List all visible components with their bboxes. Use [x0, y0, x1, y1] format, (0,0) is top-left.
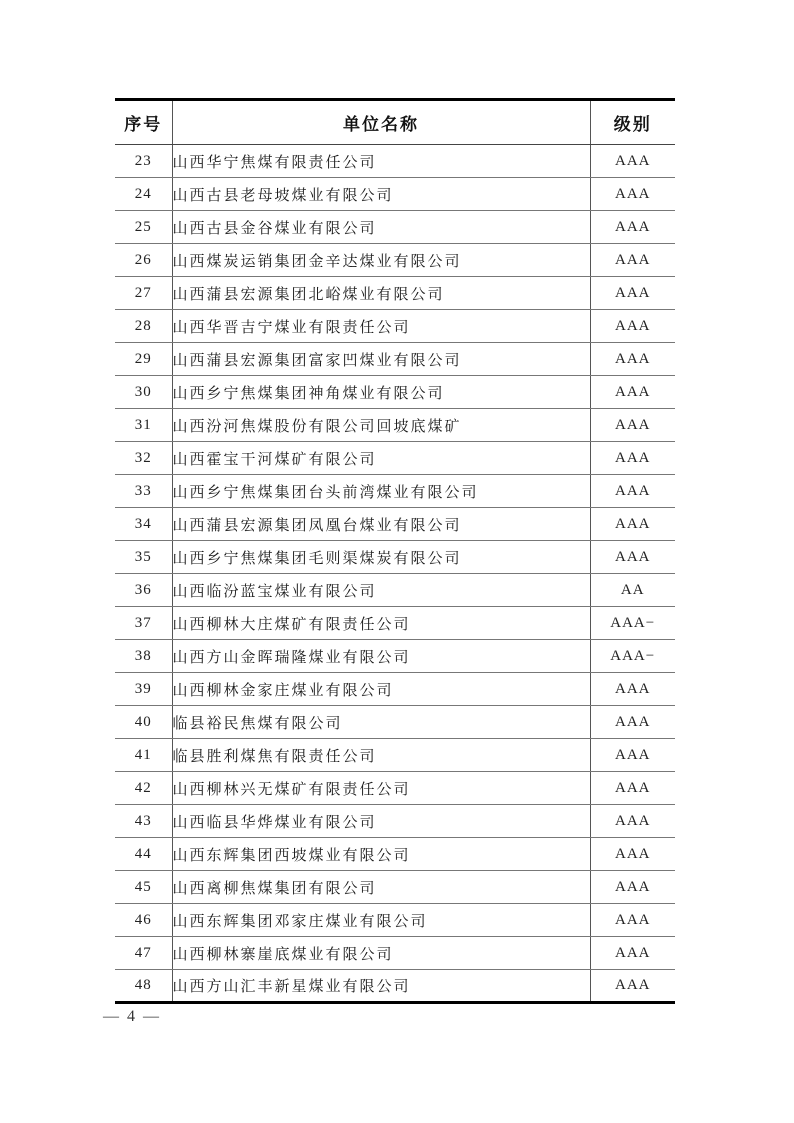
grade-cell: AAA: [590, 838, 675, 871]
grade-cell: AA: [590, 574, 675, 607]
serial-cell: 37: [115, 607, 172, 640]
col-header-company-name: 单位名称: [172, 100, 590, 145]
table-row: [115, 970, 675, 1003]
grade-cell: AAA: [590, 244, 675, 277]
grade-cell: AAA: [590, 970, 675, 1003]
grade-cell: AAA: [590, 541, 675, 574]
serial-cell: 25: [115, 211, 172, 244]
table-body: [115, 145, 675, 1003]
table-row: [115, 805, 675, 838]
table-row: [115, 838, 675, 871]
company-name-cell: 山西蒲县宏源集团北峪煤业有限公司: [172, 277, 590, 310]
coal-company-rating-table: [115, 98, 675, 1004]
table-row: [115, 310, 675, 343]
serial-cell: 24: [115, 178, 172, 211]
company-name-cell: 山西汾河焦煤股份有限公司回坡底煤矿: [172, 409, 590, 442]
company-name-cell: 山西东辉集团西坡煤业有限公司: [172, 838, 590, 871]
grade-cell: AAA−: [590, 607, 675, 640]
table-row: [115, 475, 675, 508]
company-name-cell: 山西煤炭运销集团金辛达煤业有限公司: [172, 244, 590, 277]
company-name-cell: 山西乡宁焦煤集团毛则渠煤炭有限公司: [172, 541, 590, 574]
table-row: [115, 376, 675, 409]
serial-cell: 40: [115, 706, 172, 739]
table-row: [115, 409, 675, 442]
serial-cell: 31: [115, 409, 172, 442]
table-row: [115, 904, 675, 937]
serial-cell: 48: [115, 970, 172, 1003]
grade-cell: AAA: [590, 277, 675, 310]
table-row: [115, 442, 675, 475]
company-name-cell: 临县胜利煤焦有限责任公司: [172, 739, 590, 772]
table-header-row: [115, 100, 675, 145]
table-row: [115, 706, 675, 739]
table-row: [115, 772, 675, 805]
serial-cell: 32: [115, 442, 172, 475]
serial-cell: 42: [115, 772, 172, 805]
serial-cell: 47: [115, 937, 172, 970]
table-row: [115, 508, 675, 541]
table-row: [115, 178, 675, 211]
company-name-cell: 山西古县老母坡煤业有限公司: [172, 178, 590, 211]
grade-cell: AAA: [590, 706, 675, 739]
serial-cell: 38: [115, 640, 172, 673]
grade-cell: AAA: [590, 310, 675, 343]
table-row: [115, 343, 675, 376]
table-row: [115, 673, 675, 706]
serial-cell: 45: [115, 871, 172, 904]
table-row: [115, 640, 675, 673]
serial-cell: 30: [115, 376, 172, 409]
company-name-cell: 山西乡宁焦煤集团神角煤业有限公司: [172, 376, 590, 409]
table-row: [115, 145, 675, 178]
page-number: — 4 —: [103, 1008, 161, 1025]
table-row: [115, 607, 675, 640]
company-name-cell: 临县裕民焦煤有限公司: [172, 706, 590, 739]
company-name-cell: 山西柳林大庄煤矿有限责任公司: [172, 607, 590, 640]
serial-cell: 29: [115, 343, 172, 376]
company-name-cell: 山西华宁焦煤有限责任公司: [172, 145, 590, 178]
serial-cell: 27: [115, 277, 172, 310]
table-row: [115, 277, 675, 310]
company-name-cell: 山西乡宁焦煤集团台头前湾煤业有限公司: [172, 475, 590, 508]
grade-cell: AAA: [590, 904, 675, 937]
grade-cell: AAA: [590, 376, 675, 409]
company-name-cell: 山西临汾蓝宝煤业有限公司: [172, 574, 590, 607]
serial-cell: 33: [115, 475, 172, 508]
company-name-cell: 山西东辉集团邓家庄煤业有限公司: [172, 904, 590, 937]
company-name-cell: 山西华晋吉宁煤业有限责任公司: [172, 310, 590, 343]
table-row: [115, 937, 675, 970]
serial-cell: 26: [115, 244, 172, 277]
serial-cell: 41: [115, 739, 172, 772]
grade-cell: AAA: [590, 772, 675, 805]
serial-cell: 44: [115, 838, 172, 871]
serial-cell: 23: [115, 145, 172, 178]
grade-cell: AAA: [590, 508, 675, 541]
company-name-cell: 山西方山汇丰新星煤业有限公司: [172, 970, 590, 1003]
grade-cell: AAA−: [590, 640, 675, 673]
serial-cell: 43: [115, 805, 172, 838]
serial-cell: 46: [115, 904, 172, 937]
company-name-cell: 山西古县金谷煤业有限公司: [172, 211, 590, 244]
grade-cell: AAA: [590, 343, 675, 376]
grade-cell: AAA: [590, 211, 675, 244]
serial-cell: 39: [115, 673, 172, 706]
grade-cell: AAA: [590, 409, 675, 442]
table-row: [115, 541, 675, 574]
grade-cell: AAA: [590, 937, 675, 970]
company-name-cell: 山西临县华烨煤业有限公司: [172, 805, 590, 838]
company-name-cell: 山西方山金晖瑞隆煤业有限公司: [172, 640, 590, 673]
grade-cell: AAA: [590, 475, 675, 508]
table-row: [115, 211, 675, 244]
serial-cell: 34: [115, 508, 172, 541]
company-name-cell: 山西柳林金家庄煤业有限公司: [172, 673, 590, 706]
grade-cell: AAA: [590, 739, 675, 772]
table-row: [115, 739, 675, 772]
serial-cell: 35: [115, 541, 172, 574]
grade-cell: AAA: [590, 673, 675, 706]
col-header-grade: 级别: [590, 100, 675, 145]
table-row: [115, 871, 675, 904]
company-name-cell: 山西蒲县宏源集团富家凹煤业有限公司: [172, 343, 590, 376]
company-name-cell: 山西离柳焦煤集团有限公司: [172, 871, 590, 904]
grade-cell: AAA: [590, 871, 675, 904]
grade-cell: AAA: [590, 145, 675, 178]
table-row: [115, 244, 675, 277]
grade-cell: AAA: [590, 805, 675, 838]
col-header-serial: 序号: [115, 100, 172, 145]
grade-cell: AAA: [590, 178, 675, 211]
company-name-cell: 山西柳林兴无煤矿有限责任公司: [172, 772, 590, 805]
table-row: [115, 574, 675, 607]
serial-cell: 36: [115, 574, 172, 607]
grade-cell: AAA: [590, 442, 675, 475]
company-name-cell: 山西霍宝干河煤矿有限公司: [172, 442, 590, 475]
company-name-cell: 山西蒲县宏源集团凤凰台煤业有限公司: [172, 508, 590, 541]
company-name-cell: 山西柳林寨崖底煤业有限公司: [172, 937, 590, 970]
serial-cell: 28: [115, 310, 172, 343]
